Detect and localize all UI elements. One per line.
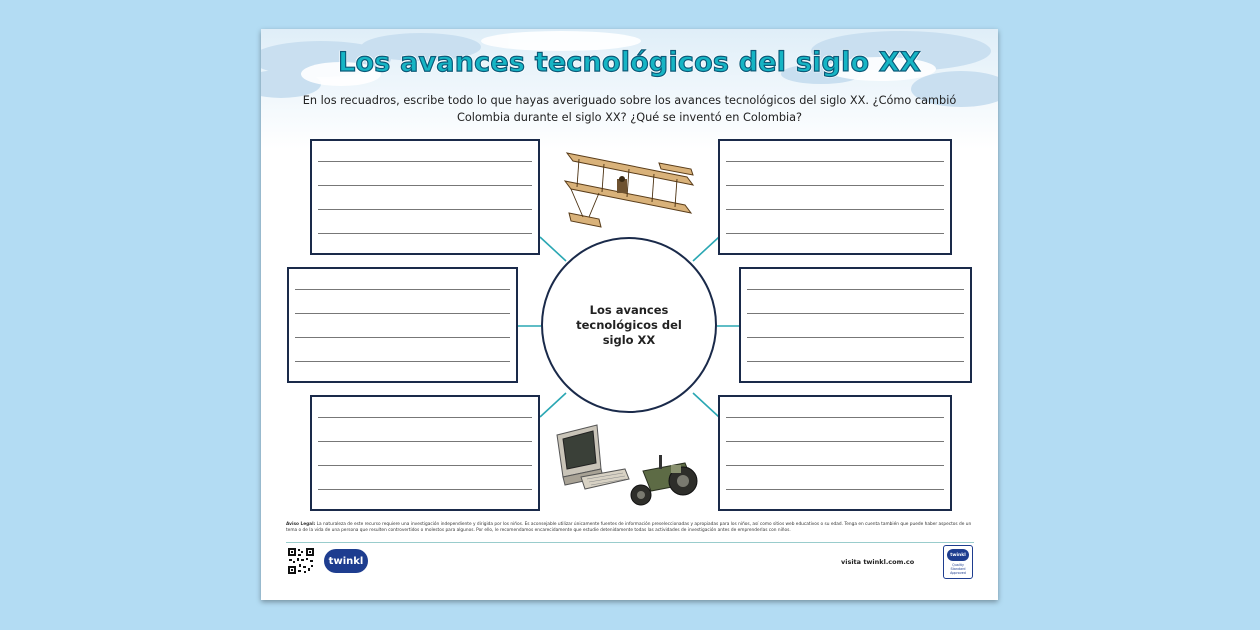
writing-line — [726, 417, 944, 418]
writing-line — [295, 361, 510, 362]
writing-line — [747, 361, 964, 362]
center-topic-circle — [541, 237, 717, 413]
writing-line — [726, 465, 944, 466]
legal-text: La naturaleza de este recurso requiere una investigación independiente y dirigida por los niños. Es aconsejable utilizar únicamente fuentes de información preseleccionadas y apropiadas para los niños, así como sitios web educativos o su edad. Tenga en cuenta también que puede haber aspectos de un tema o de la vida de una persona que resulten controvertidos o molestos para algunos. Por ello, le recomendamos encarecidamente que estudie detenidamente todas las actividades de investigación antes de emprenderlas con niños. — [286, 522, 972, 533]
worksheet-instructions: En los recuadros, escribe todo lo que hayas averiguado sobre los avances tecnológicos del siglo XX. ¿Cómo cambió Colombia durante el siglo XX? ¿Qué se inventó en Colombia? — [302, 94, 957, 124]
writing-box-middle-right[interactable] — [739, 267, 972, 383]
legal-notice — [286, 522, 976, 534]
writing-line — [295, 337, 510, 338]
writing-box-bottom-right[interactable] — [718, 395, 952, 511]
wright-flyer-airplane-icon — [559, 143, 701, 231]
writing-line — [295, 289, 510, 290]
footer-divider — [286, 542, 974, 543]
writing-line — [318, 417, 532, 418]
writing-line — [747, 289, 964, 290]
visit-website-text: visita twinkl.com.co — [841, 558, 915, 566]
quality-standard-badge — [943, 545, 973, 579]
badge-logo: twinkl — [947, 549, 969, 561]
qr-code-icon — [288, 548, 314, 574]
writing-line — [318, 161, 532, 162]
twinkl-logo: twinkl — [324, 549, 368, 573]
writing-line — [318, 489, 532, 490]
writing-line — [318, 233, 532, 234]
writing-line — [318, 465, 532, 466]
center-topic-label: Los avances tecnológicos del siglo XX — [576, 302, 682, 347]
writing-line — [726, 161, 944, 162]
writing-line — [318, 209, 532, 210]
writing-line — [747, 313, 964, 314]
legal-heading: Aviso Legal: — [286, 522, 316, 527]
retro-computer-icon — [551, 419, 631, 494]
writing-line — [318, 185, 532, 186]
writing-line — [726, 441, 944, 442]
worksheet-title: Los avances tecnológicos del siglo XX — [338, 47, 921, 78]
tractor-icon — [623, 449, 707, 513]
writing-box-top-left[interactable] — [310, 139, 540, 255]
writing-line — [726, 489, 944, 490]
writing-line — [747, 337, 964, 338]
writing-line — [726, 233, 944, 234]
writing-box-middle-left[interactable] — [287, 267, 518, 383]
writing-line — [726, 209, 944, 210]
writing-box-top-right[interactable] — [718, 139, 952, 255]
writing-box-bottom-left[interactable] — [310, 395, 540, 511]
writing-line — [318, 441, 532, 442]
writing-line — [726, 185, 944, 186]
writing-line — [295, 313, 510, 314]
worksheet-page — [261, 29, 998, 600]
badge-text: Quality Standard Approved — [950, 563, 966, 575]
